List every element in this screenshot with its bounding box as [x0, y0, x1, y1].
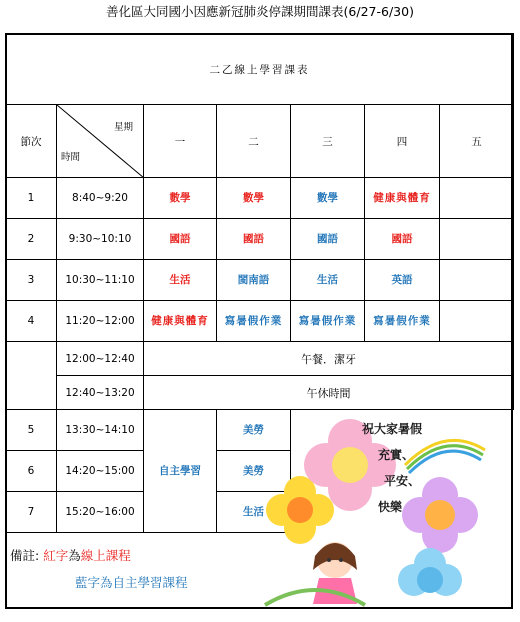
- blue-flower: [398, 548, 462, 596]
- period-number: 4: [6, 301, 57, 342]
- afternoon-subject: 生活: [217, 492, 291, 533]
- afternoon-subject: 美勞: [217, 410, 291, 451]
- note-red-word: 紅字: [43, 548, 69, 563]
- period-time: 14:20~15:00: [57, 451, 144, 492]
- note-label: 備註:: [10, 548, 40, 563]
- period-time: 13:30~14:10: [57, 410, 144, 451]
- note-line-2: [75, 573, 188, 591]
- rest-time: 12:40~13:20: [57, 376, 144, 410]
- weekday-fri: 五: [440, 105, 514, 178]
- period-number: 3: [6, 260, 57, 301]
- subject-cell: 健康與體育: [144, 301, 217, 342]
- subject-cell: 寫暑假作業: [365, 301, 440, 342]
- weekday-thu: 四: [365, 105, 440, 178]
- weekday-mon: 一: [144, 105, 217, 178]
- period-number: 2: [6, 219, 57, 260]
- note-line-1: [10, 546, 131, 564]
- period-time: 9:30~10:10: [57, 219, 144, 260]
- rest-text: 午休時間: [144, 376, 514, 410]
- note-red-desc: 線上課程: [80, 548, 131, 563]
- subject-cell: 國語: [144, 219, 217, 260]
- period-time: 15:20~16:00: [57, 492, 144, 533]
- self-study-cell: 自主學習: [144, 410, 217, 533]
- subject-cell: 數學: [217, 178, 291, 219]
- note-blue-mid: 為: [100, 575, 113, 590]
- subject-cell: 寫暑假作業: [291, 301, 365, 342]
- girl-figure: [313, 542, 357, 604]
- note-red-mid: 為: [68, 548, 81, 563]
- lunch-text: 午餐．潔牙: [144, 342, 514, 376]
- subject-cell: 國語: [291, 219, 365, 260]
- time-axis-label: 時間: [61, 152, 81, 163]
- note-blue-desc: 自主學習課程: [112, 575, 188, 590]
- weekday-axis-label: 星期: [113, 122, 133, 133]
- weekday-wed: 三: [291, 105, 365, 178]
- period-time: 10:30~11:10: [57, 260, 144, 301]
- subject-cell: 寫暑假作業: [217, 301, 291, 342]
- period-time: 8:40~9:20: [57, 178, 144, 219]
- weekday-tue: 二: [217, 105, 291, 178]
- subject-cell: 數學: [144, 178, 217, 219]
- period-number: 6: [6, 451, 57, 492]
- wish-line-4: 快樂: [378, 500, 403, 514]
- page-header: 善化區大同國小因應新冠肺炎停課期間課表(6/27-6/30): [106, 4, 414, 19]
- period-number: 1: [6, 178, 57, 219]
- subject-cell: 數學: [291, 178, 365, 219]
- subject-cell: 國語: [217, 219, 291, 260]
- period-number: 7: [6, 492, 57, 533]
- subject-cell: 閩南語: [217, 260, 291, 301]
- period-time: 11:20~12:00: [57, 301, 144, 342]
- subject-cell: 生活: [291, 260, 365, 301]
- afternoon-subject: 美勞: [217, 451, 291, 492]
- wish-line-2: 充實、: [378, 448, 415, 462]
- wish-line-1: 祝大家暑假: [362, 422, 423, 436]
- schedule-title: 二乙線上學習課表: [6, 34, 514, 105]
- wish-line-3: 平安、: [384, 474, 421, 488]
- subject-cell: 英語: [365, 260, 440, 301]
- lunch-time: 12:00~12:40: [57, 342, 144, 376]
- period-column-header: 節次: [6, 105, 57, 178]
- subject-cell: 生活: [144, 260, 217, 301]
- note-blue-word: 藍字: [75, 575, 101, 590]
- subject-cell: 國語: [365, 219, 440, 260]
- period-number: 5: [6, 410, 57, 451]
- subject-cell: 健康與體育: [365, 178, 440, 219]
